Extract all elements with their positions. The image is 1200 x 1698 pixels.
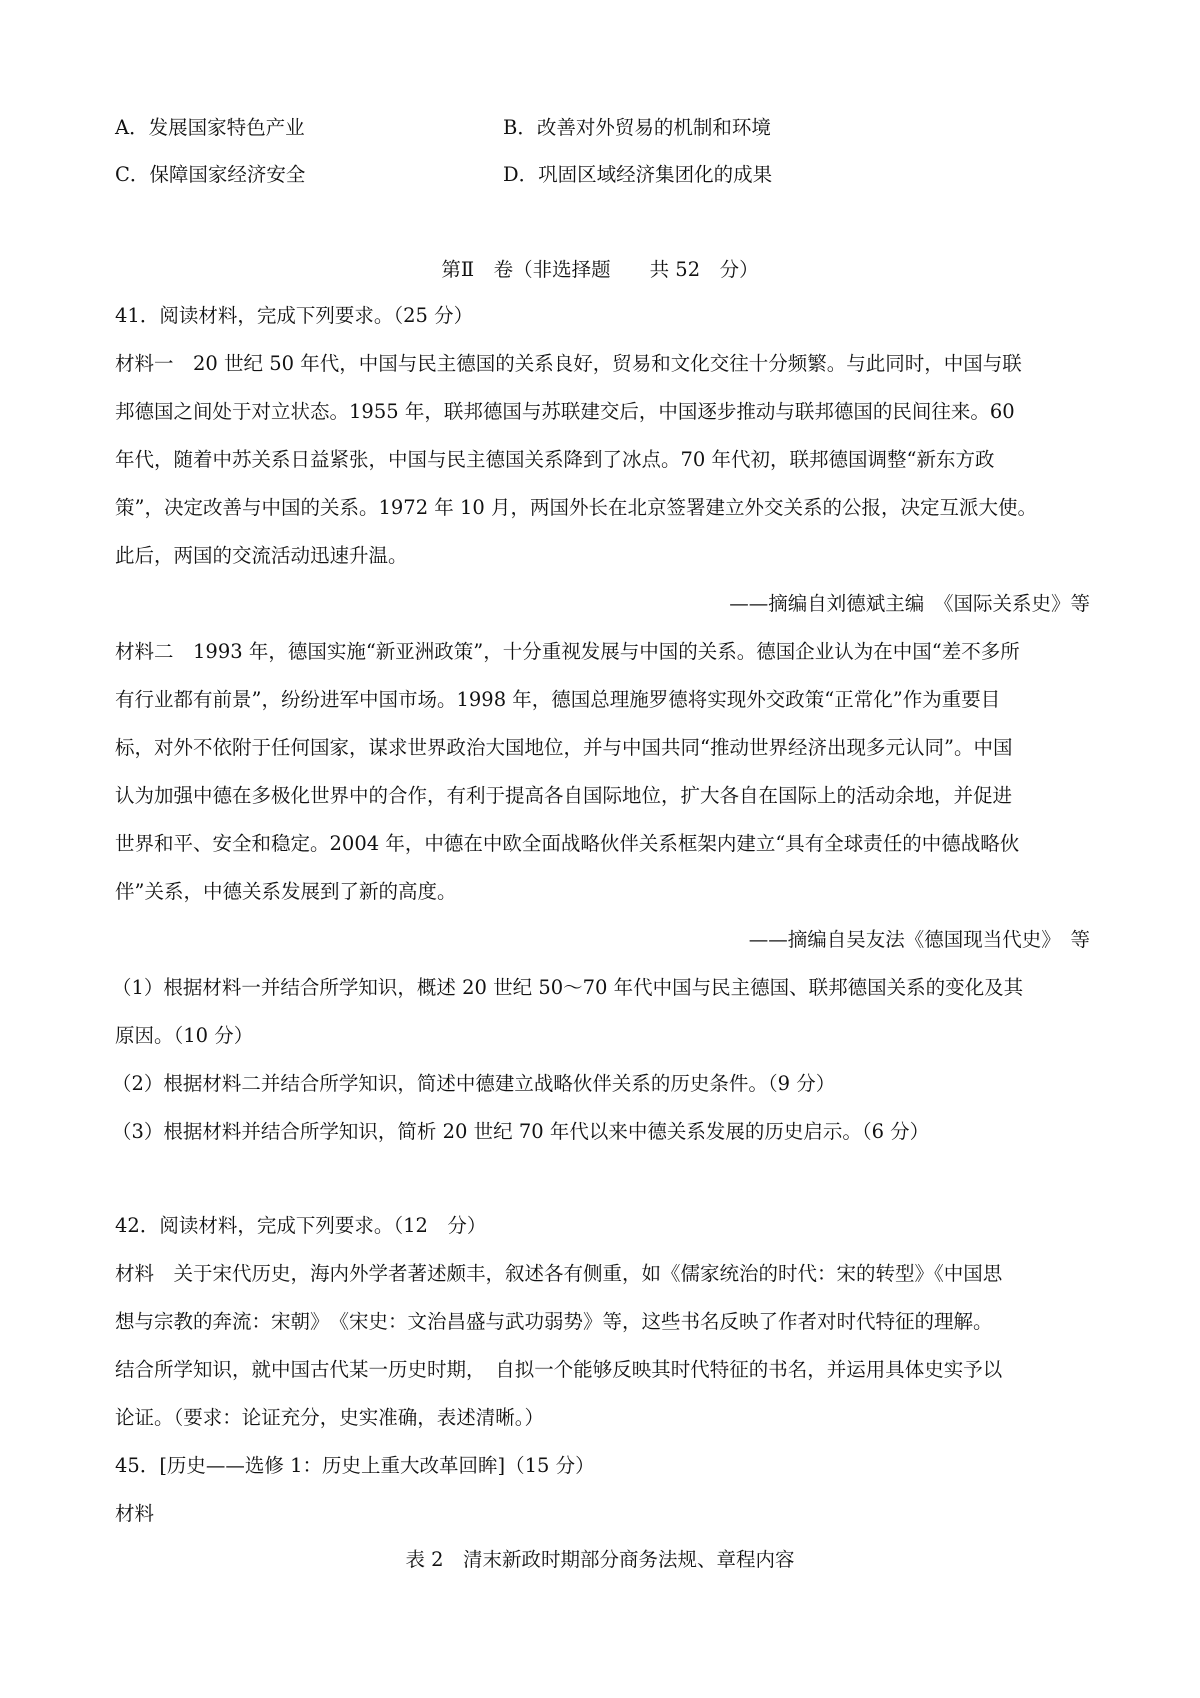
q45-material-label: 材料 xyxy=(115,1502,155,1525)
option-d: D．巩固区域经济集团化的成果 xyxy=(503,163,773,186)
section-title: 第Ⅱ 卷（非选择题 共 52 分） xyxy=(441,258,759,281)
q41-material2-source: ——摘编自吴友法《德国现当代史》 等 xyxy=(748,928,1090,951)
q41-material1-line: 策”，决定改善与中国的关系。1972 年 10 月，两国外长在北京签署建立外交关系的公报，决定互派大使。 xyxy=(115,496,1038,519)
q41-material1-source: ——摘编自刘德斌主编 《国际关系史》等 xyxy=(729,592,1090,615)
option-c: C．保障国家经济安全 xyxy=(115,163,306,186)
q45-title: 45．[历史——选修 1：历史上重大改革回眸]（15 分） xyxy=(115,1454,595,1477)
q42-line: 论证。（要求：论证充分，史实准确，表述清晰。） xyxy=(115,1406,545,1429)
q41-material1-line: 邦德国之间处于对立状态。1955 年，联邦德国与苏联建交后，中国逐步推动与联邦德国的民间往来。60 xyxy=(115,400,1015,423)
q41-sub1-line: （1）根据材料一并结合所学知识，概述 20 世纪 50～70 年代中国与民主德国、联邦德国关系的变化及其 xyxy=(112,976,1024,999)
q41-sub3: （3）根据材料并结合所学知识，简析 20 世纪 70 年代以来中德关系发展的历史启示。（6 分） xyxy=(112,1120,930,1143)
q42-line: 材料 关于宋代历史，海内外学者著述颇丰，叙述各有侧重，如《儒家统治的时代：宋的转型》《中国思 xyxy=(115,1262,1003,1285)
q42-line: 想与宗教的奔流：宋朝》 《宋史：文治昌盛与武功弱势》等，这些书名反映了作者对时代特征的理解。 xyxy=(115,1310,993,1333)
q41-material2-line: 世界和平、安全和稳定。2004 年，中德在中欧全面战略伙伴关系框架内建立“具有全球责任的中德战略伙 xyxy=(115,832,1020,855)
table-caption: 表 2 清末新政时期部分商务法规、章程内容 xyxy=(405,1548,795,1571)
option-a: A．发展国家特色产业 xyxy=(115,116,305,139)
q41-material2-line: 伴”关系，中德关系发展到了新的高度。 xyxy=(115,880,457,903)
q41-material2-line: 标，对外不依附于任何国家，谋求世界政治大国地位，并与中国共同“推动世界经济出现多元认同”。中国 xyxy=(115,736,1013,759)
q41-material2-line: 材料二 1993 年，德国实施“新亚洲政策”，十分重视发展与中国的关系。德国企业认为在中国“差不多所 xyxy=(115,640,1020,663)
q41-material1-line: 材料一 20 世纪 50 年代，中国与民主德国的关系良好，贸易和文化交往十分频繁。与此同时，中国与联 xyxy=(115,352,1022,375)
q41-material2-line: 认为加强中德在多极化世界中的合作，有利于提高各自国际地位，扩大各自在国际上的活动余地，并促进 xyxy=(115,784,1013,807)
q41-material2-line: 有行业都有前景”，纷纷进军中国市场。1998 年，德国总理施罗德将实现外交政策“正常化”作为重要目 xyxy=(115,688,1001,711)
q41-sub1-line: 原因。（10 分） xyxy=(115,1024,254,1047)
option-b: B．改善对外贸易的机制和环境 xyxy=(503,116,771,139)
q41-material1-line: 年代，随着中苏关系日益紧张，中国与民主德国关系降到了冰点。70 年代初，联邦德国调整“新东方政 xyxy=(115,448,995,471)
q42-title: 42．阅读材料，完成下列要求。（12 分） xyxy=(115,1214,487,1237)
q42-line: 结合所学知识，就中国古代某一历史时期， 自拟一个能够反映其时代特征的书名，并运用具体史实予以 xyxy=(115,1358,1003,1381)
q41-material1-line: 此后，两国的交流活动迅速升温。 xyxy=(115,544,408,567)
q41-title: 41．阅读材料，完成下列要求。（25 分） xyxy=(115,304,474,327)
q41-sub2: （2）根据材料二并结合所学知识，简述中德建立战略伙伴关系的历史条件。（9 分） xyxy=(112,1072,836,1095)
